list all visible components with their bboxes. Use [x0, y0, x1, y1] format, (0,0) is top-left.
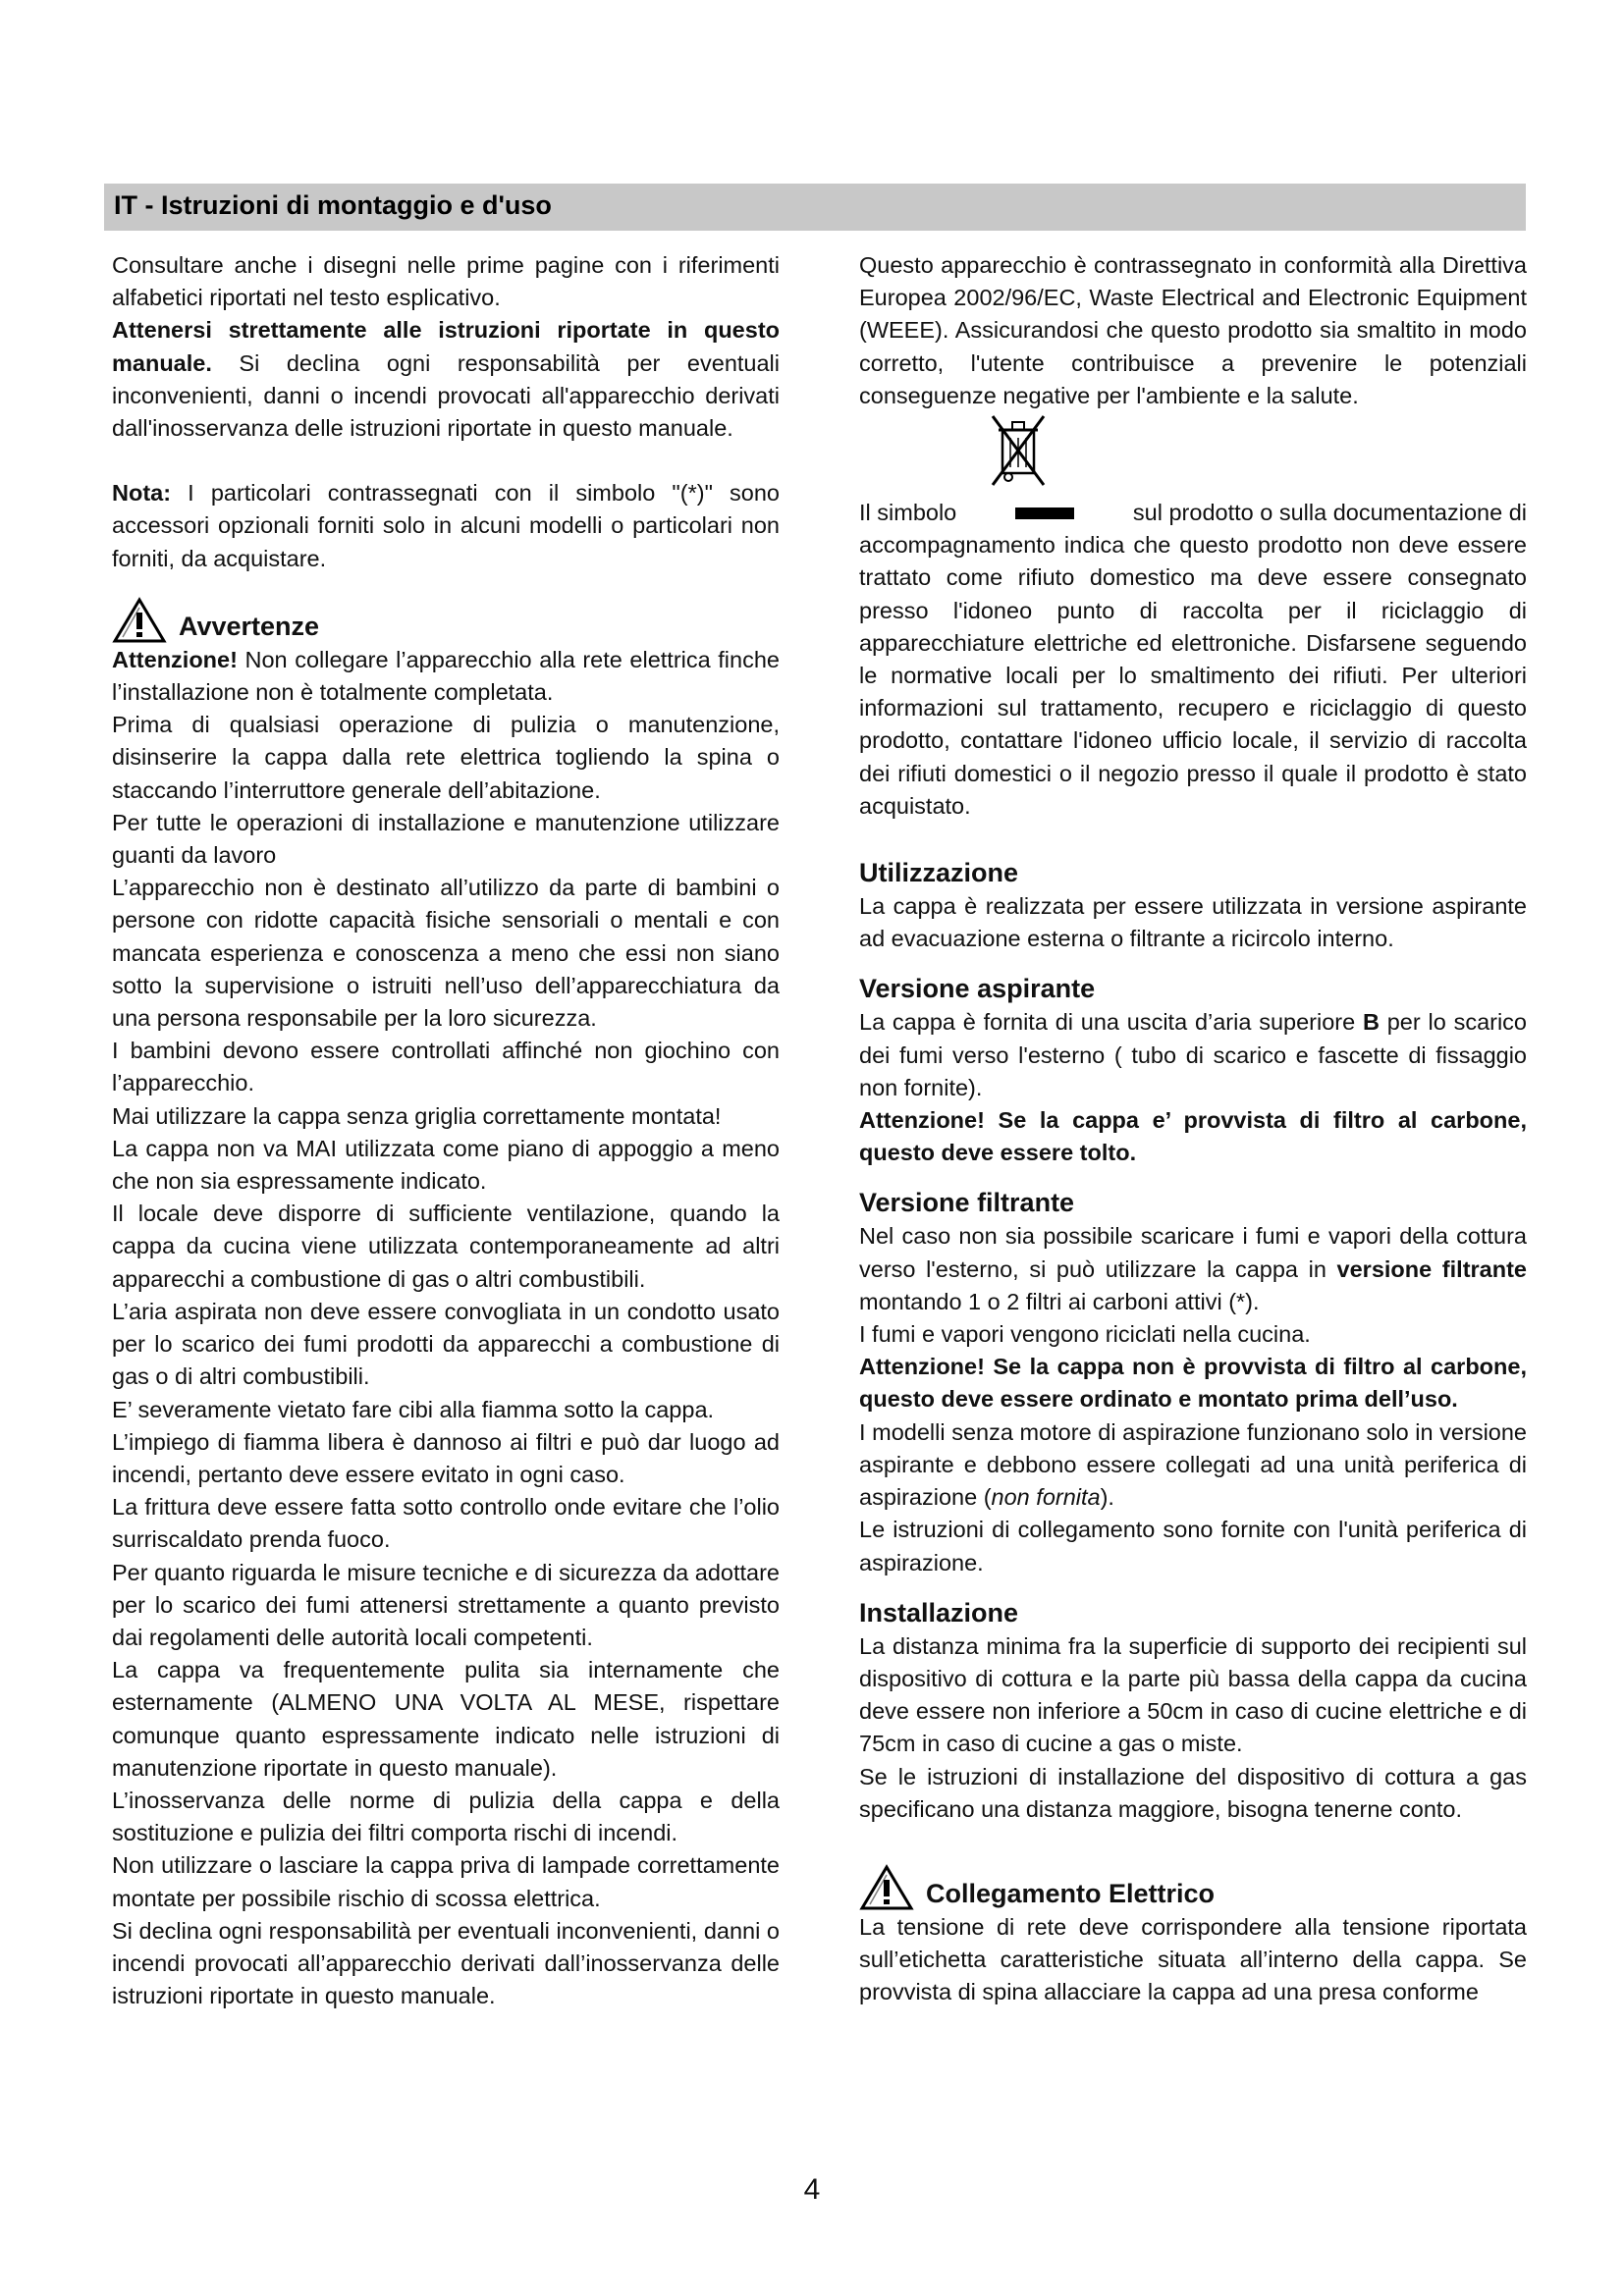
- intro-warning-paragraph: [112, 314, 780, 445]
- warning-paragraph-11: La frittura deve essere fatta sotto controllo onde evitare che l’olio surriscaldato prenda fuoco.: [112, 1494, 780, 1553]
- collegamento-paragraph: La tensione di rete deve corrispondere alla tensione riportata sull’etichetta caratteristiche situata all’interno della cappa. Se provvista di spina allacciare la cappa ad una presa conforme: [859, 1913, 1527, 2005]
- filtrante-paragraph-3: [859, 1416, 1527, 1515]
- attenzione-paragraph: [112, 644, 780, 709]
- nota-text: I particolari contrassegnati con il simbolo "(*)" sono accessori opzionali forniti solo in alcuni modelli o particolari non forniti, da acquistare.: [112, 480, 780, 571]
- aspirante-warning: Attenzione! Se la cappa e’ provvista di filtro al carbone, questo deve essere tolto.: [859, 1107, 1527, 1166]
- filtrante-text3-a: I modelli senza motore di aspirazione funzionano solo in versione aspirante e debbono essere collegati ad una unità periferica di aspirazione (: [859, 1418, 1527, 1511]
- simbolo-start: Il simbolo: [859, 500, 957, 526]
- aspirante-title: Versione aspirante: [859, 974, 1096, 1004]
- warning-paragraph-10: L’impiego di fiamma libera è dannoso ai filtri e può dar luogo ad incendi, pertanto deve essere evitato in ogni caso.: [112, 1428, 780, 1487]
- warning-paragraph-16: Si declina ogni responsabilità per eventuali inconvenienti, danni o incendi provocati all’apparecchio derivati dall’inosservanza delle istruzioni riportate in questo manuale.: [112, 1917, 780, 2009]
- warning-paragraph-7: Il locale deve disporre di sufficiente ventilazione, quando la cappa da cucina viene utilizzata contemporaneamente ad altri apparecchi a combustione di gas o altri combustibili.: [112, 1201, 780, 1292]
- warning-paragraph-13: La cappa va frequentemente pulita sia internamente che esternamente (ALMENO UNA VOLTA AL MESE, rispettare comunque quanto espressamente indicato nelle istruzioni di manutenzione riportate in questo manuale).: [112, 1657, 780, 1781]
- filtrante-warning: Attenzione! Se la cappa non è provvista di filtro al carbone, questo deve essere ordinato e montato prima dell’uso.: [859, 1354, 1527, 1413]
- weee-paragraph: Questo apparecchio è contrassegnato in conformità alla Direttiva Europea 2002/96/EC, Waste Electrical and Electronic Equipment (WEEE). Assicurandosi che questo prodotto sia smaltito in modo corretto, l'utente contribuisce a prevenire le potenziali conseguenze negative per l'ambiente e la salute.: [859, 252, 1527, 408]
- simbolo-end: sul prodotto o sulla documentazione di: [1132, 500, 1527, 526]
- filtrante-text3-c: ).: [1100, 1484, 1114, 1511]
- warning-paragraph-12: Per quanto riguarda le misure tecniche e di sicurezza da adottare per lo scarico dei fumi attenersi strettamente a quanto previsto dai regolamenti delle autorità locali competenti.: [112, 1559, 780, 1650]
- filtrante-text-c: montando 1 o 2 filtri ai carboni attivi (*).: [859, 1288, 1260, 1314]
- aspirante-paragraph: [859, 1006, 1527, 1104]
- warning-paragraph-5: Mai utilizzare la cappa senza griglia correttamente montata!: [112, 1102, 722, 1129]
- attenzione-text: Non collegare l’apparecchio alla rete elettrica finche l’installazione non è totalmente completata.: [112, 646, 780, 706]
- collegamento-title: Collegamento Elettrico: [926, 1878, 1216, 1908]
- left-column: [112, 249, 780, 2012]
- warning-paragraph-1: Prima di qualsiasi operazione di pulizia o manutenzione, disinserire la cappa dalla rete elettrica togliendo la spina o staccando l’interruttore generale dell’abitazione.: [112, 712, 780, 803]
- warning-paragraph-3: L’apparecchio non è destinato all’utilizzo da parte di bambini o persone con ridotte capacità fisiche sensoriali o mentali e con mancata esperienza e conoscenza a meno che essi non siano sotto la supervisione o istruiti nell’uso dell’apparecchiatura da una persona responsabile per la loro sicurezza.: [112, 875, 780, 1032]
- right-column: [859, 249, 1527, 2009]
- simbolo-paragraph: accompagnamento indica che questo prodotto non deve essere trattato come rifiuto domestico ma deve essere consegnato presso l'idoneo punto di raccolta per il riciclaggio di apparecchiature elettriche ed elettroniche. Disfarsene seguendo le normative locali per lo smaltimento dei rifiuti. Per ulteriori informazioni sul trattamento, recupero e riciclaggio di questo prodotto, contattare l'idoneo ufficio locale, il servizio di raccolta dei rifiuti domestici o il negozio presso il quale il prodotto è stato acquistato.: [859, 532, 1527, 819]
- page-number: 4: [803, 2173, 821, 2206]
- aspirante-label-b: B: [1362, 1009, 1380, 1036]
- warning-paragraph-6: La cappa non va MAI utilizzata come piano di appoggio a meno che non sia espressamente indicato.: [112, 1135, 780, 1195]
- warning-paragraph-15: Non utilizzare o lasciare la cappa priva di lampade correttamente montate per possibile rischio di scossa elettrica.: [112, 1852, 780, 1911]
- intro-warning-text: Si declina ogni responsabilità per eventuali inconvenienti, danni o incendi provocati all'apparecchio derivati dall'inosservanza delle istruzioni riportate in questo manuale.: [112, 349, 780, 442]
- filtrante-text-b: versione filtrante: [1336, 1255, 1527, 1282]
- utilizzazione-title: Utilizzazione: [859, 858, 1019, 888]
- page-title: IT - Istruzioni di montaggio e d'uso: [114, 190, 552, 220]
- nota-label: Nota:: [112, 480, 172, 507]
- installazione-paragraph-1: La distanza minima fra la superficie di supporto dei recipienti sul dispositivo di cottura e la parte più bassa della cappa da cucina deve essere non inferiore a 50cm in caso di cucine elettriche e di 75cm in caso di cucine a gas o miste.: [859, 1632, 1527, 1757]
- warning-triangle-icon: [112, 597, 167, 644]
- intro-paragraph: Consultare anche i disegni nelle prime pagine con i riferimenti alfabetici riportati nel testo esplicativo.: [112, 252, 780, 311]
- warning-title: Avvertenze: [179, 611, 320, 641]
- filtrante-title: Versione filtrante: [859, 1188, 1075, 1218]
- nota-paragraph: [112, 477, 780, 575]
- section-header-bar: [104, 184, 1526, 231]
- intro-warning-bold: Attenersi strettamente alle istruzioni riportate in questo manuale.: [112, 317, 780, 376]
- simbolo-line: [859, 497, 1527, 529]
- filtrante-paragraph-2: I fumi e vapori vengono riciclati nella cucina.: [859, 1321, 1311, 1348]
- installazione-paragraph-2: Se le istruzioni di installazione del dispositivo di cottura a gas specificano una distanza maggiore, bisogna tenerne conto.: [859, 1763, 1527, 1822]
- weee-bar-icon: [1015, 507, 1074, 519]
- installazione-title: Installazione: [859, 1597, 1019, 1628]
- warning-paragraph-2: Per tutte le operazioni di installazione e manutenzione utilizzare guanti da lavoro: [112, 809, 780, 869]
- attenzione-label: Attenzione!: [112, 646, 238, 672]
- warning-paragraph-4: I bambini devono essere controllati affinché non giochino con l’apparecchio.: [112, 1038, 780, 1096]
- warning-paragraph-8: L’aria aspirata non deve essere convogliata in un condotto usato per lo scarico dei fumi prodotti da apparecchi a combustione di gas o di altri combustibili.: [112, 1298, 780, 1390]
- aspirante-text-c: per lo scarico dei fumi verso l'esterno ( tubo di scarico e fascette di fissaggio non fornite).: [859, 1009, 1528, 1100]
- aspirante-text-a: La cappa è fornita di una uscita d’aria superiore: [859, 1009, 1363, 1036]
- warning-heading: [112, 597, 780, 644]
- filtrante-text3-b: non fornita: [991, 1484, 1101, 1511]
- collegamento-heading: [859, 1864, 1527, 1911]
- filtrante-text-a: Nel caso non sia possibile scaricare i fumi e vapori della cottura verso l'esterno, si può utilizzare la cappa in: [859, 1223, 1527, 1282]
- filtrante-paragraph: [859, 1220, 1527, 1318]
- weee-symbol-area: [859, 412, 1527, 497]
- filtrante-paragraph-4: Le istruzioni di collegamento sono fornite con l'unità periferica di aspirazione.: [859, 1517, 1527, 1575]
- warning-paragraph-9: E’ severamente vietato fare cibi alla fiamma sotto la cappa.: [112, 1396, 715, 1422]
- utilizzazione-paragraph: La cappa è realizzata per essere utilizzata in versione aspirante ad evacuazione esterna o filtrante a ricircolo interno.: [859, 893, 1527, 952]
- warning-triangle-icon: [859, 1864, 914, 1911]
- warning-paragraph-14: L’inosservanza delle norme di pulizia della cappa e della sostituzione e pulizia dei filtri comporta rischi di incendi.: [112, 1787, 780, 1846]
- weee-crossed-bin-icon: [987, 412, 1050, 491]
